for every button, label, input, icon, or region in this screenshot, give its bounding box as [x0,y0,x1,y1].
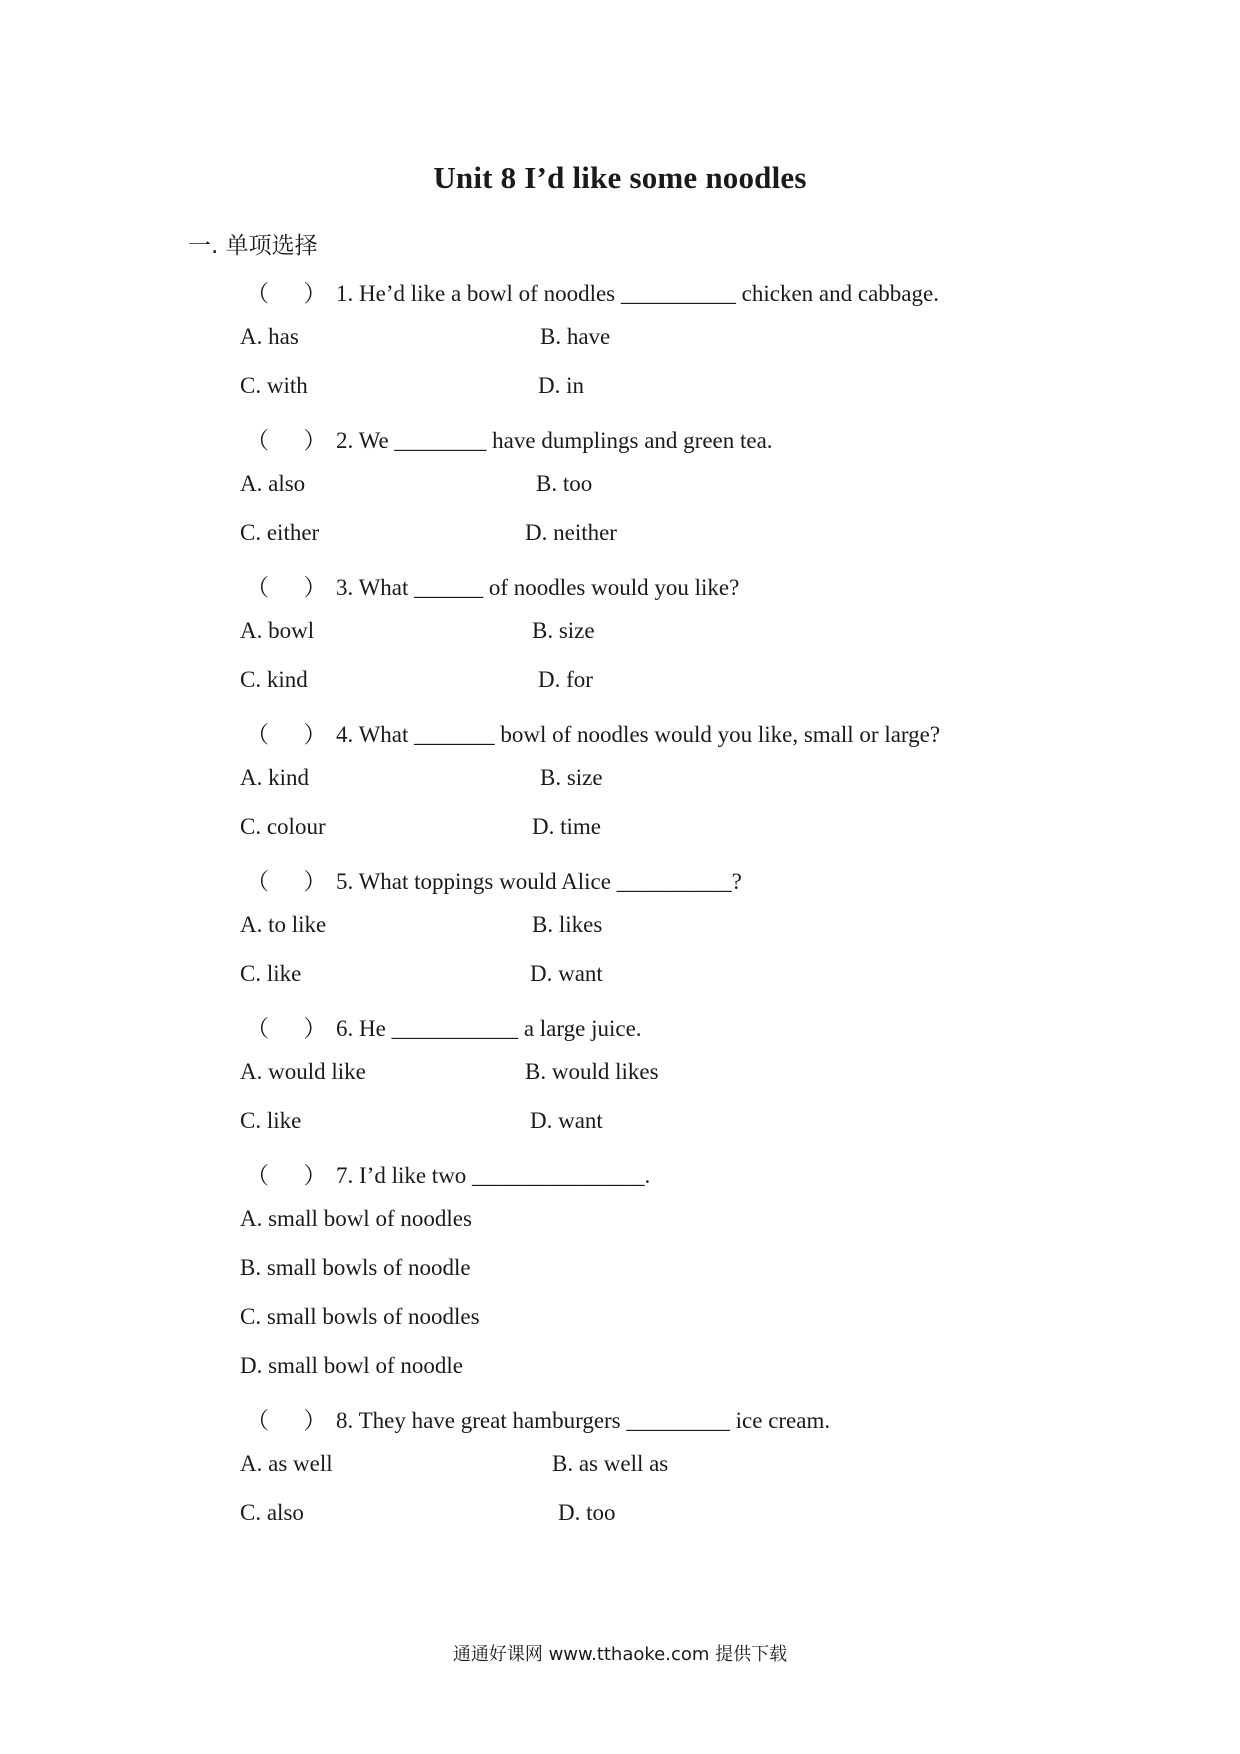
option-a: A. has [240,324,299,349]
stem-text: 8. They have great hamburgers _________ ice cream. [336,1408,831,1433]
question-stem [246,569,739,602]
question-stem [246,863,742,896]
stem-text: 2. We ________ have dumplings and green tea. [336,428,773,453]
answer-paren: （ ） [246,1163,327,1188]
option-c: C. also [240,1500,304,1525]
stem-text: 5. What toppings would Alice __________? [336,869,742,894]
option-b: B. size [540,765,603,790]
footer-credit: 通通好课网 www.tthaoke.com 提供下载 [452,1644,788,1665]
stem-text: 6. He ___________ a large juice. [336,1016,642,1041]
option-c: C. small bowls of noodles [240,1304,480,1329]
question-stem [246,716,940,749]
option-c: C. colour [240,814,326,839]
question-stem [246,1402,830,1435]
option-a: A. as well [240,1451,333,1476]
option-d: D. neither [525,520,617,545]
option-a: A. would like [240,1059,366,1084]
option-a: A. kind [240,765,309,790]
option-b: B. as well as [552,1451,669,1476]
option-d: D. want [530,961,603,986]
option-b: B. would likes [525,1059,659,1084]
option-d: D. too [558,1500,616,1525]
question-stem [246,275,939,308]
option-d: D. small bowl of noodle [240,1353,463,1378]
option-a: A. to like [240,912,327,937]
option-b: B. likes [532,912,603,937]
option-b: B. have [540,324,611,349]
question-stem [246,422,773,455]
answer-paren: （ ） [246,428,327,453]
option-b: B. size [532,618,595,643]
question-stem [246,1010,642,1043]
option-c: C. like [240,961,302,986]
option-c: C. kind [240,667,308,692]
answer-paren: （ ） [246,1408,327,1433]
option-c: C. either [240,520,320,545]
question-stem [246,1157,650,1190]
option-d: D. time [532,814,601,839]
option-a: A. small bowl of noodles [240,1206,472,1231]
option-a: A. bowl [240,618,315,643]
section-heading: 一. 单项选择 [188,233,318,259]
answer-paren: （ ） [246,869,327,894]
answer-paren: （ ） [246,722,327,747]
stem-text: 1. He’d like a bowl of noodles __________ chicken and cabbage. [336,281,939,306]
option-d: D. want [530,1108,603,1133]
stem-text: 3. What ______ of noodles would you like? [336,575,740,600]
option-c: C. like [240,1108,302,1133]
option-b: B. too [536,471,593,496]
answer-paren: （ ） [246,281,327,306]
option-d: D. for [538,667,593,692]
page-title: Unit 8 I’d like some noodles [433,160,807,195]
option-d: D. in [538,373,584,398]
stem-text: 7. I’d like two _______________. [336,1163,651,1188]
option-c: C. with [240,373,308,398]
option-b: B. small bowls of noodle [240,1255,471,1280]
answer-paren: （ ） [246,1016,327,1041]
stem-text: 4. What _______ bowl of noodles would you like, small or large? [336,722,941,747]
option-a: A. also [240,471,306,496]
answer-paren: （ ） [246,575,327,600]
